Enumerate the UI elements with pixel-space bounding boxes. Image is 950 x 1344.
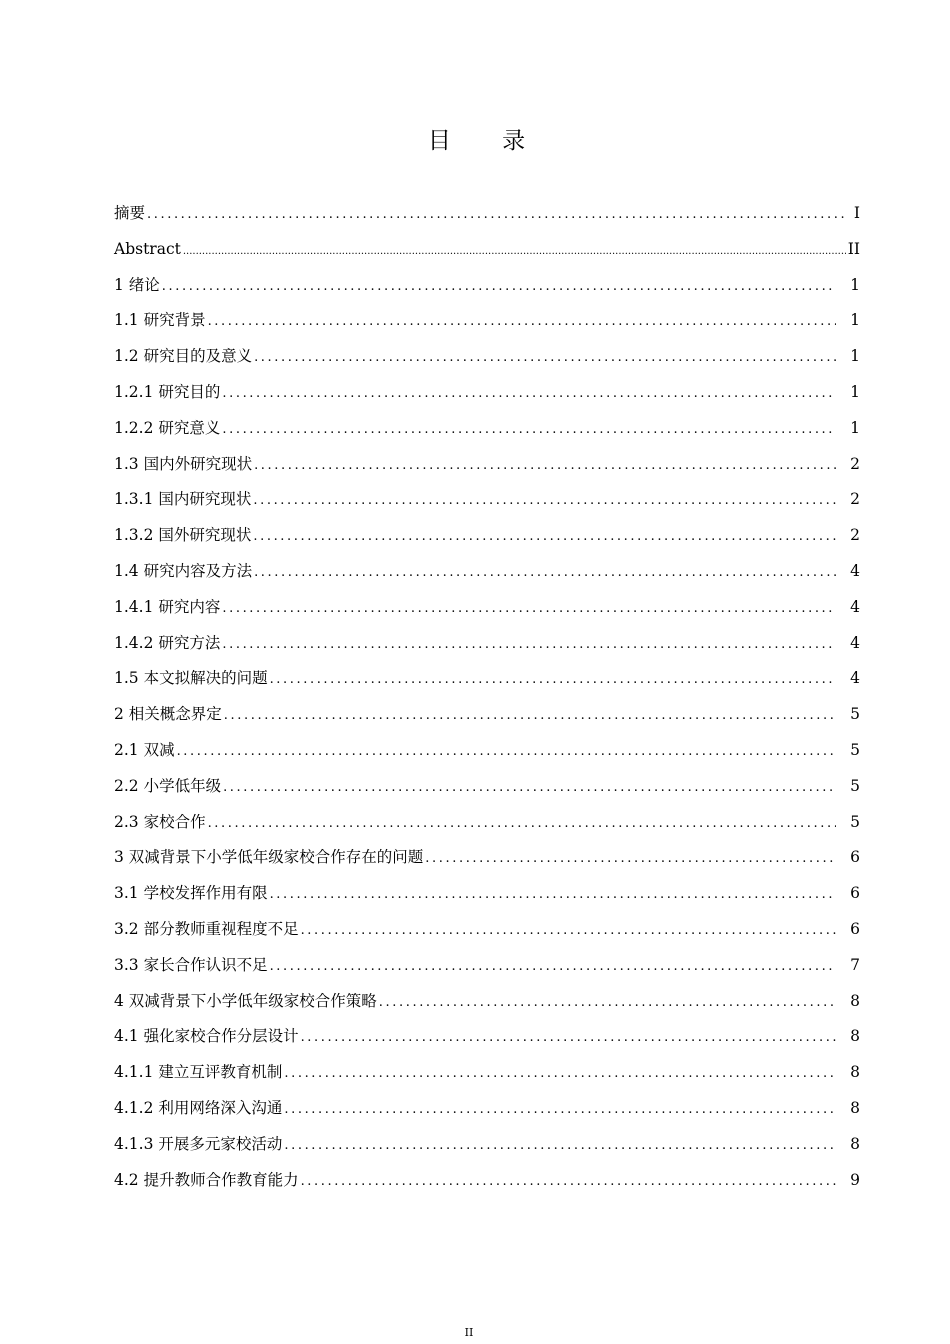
table-of-contents: [114, 196, 860, 1198]
toc-entry-page: 8: [850, 991, 860, 1010]
toc-entry-label: 4 双减背景下小学低年级家校合作策略: [114, 991, 377, 1010]
toc-entry[interactable]: [114, 1127, 860, 1163]
toc-entry-page: 9: [850, 1170, 860, 1189]
toc-leader-dots: [223, 770, 836, 806]
toc-leader-dots: [253, 519, 836, 555]
toc-entry[interactable]: [114, 375, 860, 411]
toc-entry-page: 5: [850, 740, 860, 759]
toc-entry-label: 摘要: [114, 204, 146, 222]
toc-entry-page: 1: [850, 418, 860, 437]
toc-entry-page: 2: [850, 490, 860, 509]
toc-leader-dots: [254, 448, 836, 484]
toc-entry-page: 8: [850, 1134, 860, 1153]
toc-leader-dots: [222, 591, 836, 627]
toc-entry-abstract-en[interactable]: [114, 232, 860, 268]
toc-entry-page: 4: [850, 669, 860, 688]
toc-entry[interactable]: [114, 805, 860, 841]
toc-entry[interactable]: [114, 1019, 860, 1055]
toc-entry-label: 1.1 研究背景: [114, 311, 206, 330]
toc-entry[interactable]: [114, 876, 860, 912]
toc-entry[interactable]: [114, 733, 860, 769]
toc-entry-label: 1.4.2 研究方法: [114, 633, 221, 652]
toc-entry[interactable]: [114, 626, 860, 662]
toc-leader-dots: [208, 304, 836, 340]
toc-entry[interactable]: [114, 1055, 860, 1091]
toc-leader-dots: [162, 269, 836, 305]
toc-leader-dots: [270, 662, 836, 698]
toc-entry-page: 1: [850, 382, 860, 401]
toc-leader-dots: [253, 483, 836, 519]
toc-entry-label: 1.3.1 国内研究现状: [114, 490, 252, 509]
toc-entry-label: 4.1.3 开展多元家校活动: [114, 1134, 283, 1153]
toc-leader-dots: [222, 412, 836, 448]
toc-entry[interactable]: [114, 840, 860, 876]
toc-leader-dots: [254, 340, 836, 376]
toc-leader-dots: [284, 1092, 836, 1128]
toc-leader-dots: [254, 555, 836, 591]
toc-leader-dots: [177, 734, 836, 770]
toc-entry[interactable]: [114, 303, 860, 339]
toc-entry[interactable]: [114, 912, 860, 948]
toc-entry-label: 2 相关概念界定: [114, 705, 222, 724]
toc-entry[interactable]: [114, 1091, 860, 1127]
toc-title: 目 录: [427, 128, 548, 154]
toc-entry[interactable]: [114, 590, 860, 626]
toc-entry-page: II: [847, 239, 860, 258]
toc-leader-dots: [183, 234, 846, 270]
toc-entry-page: 1: [850, 275, 860, 294]
toc-entry[interactable]: [114, 339, 860, 375]
toc-entry[interactable]: [114, 948, 860, 984]
toc-leader-dots: [284, 1056, 836, 1092]
toc-leader-dots: [425, 841, 836, 877]
toc-entry-page: 5: [850, 776, 860, 795]
toc-entry[interactable]: [114, 769, 860, 805]
toc-leader-dots: [379, 985, 836, 1021]
toc-entry-label: 1.5 本文拟解决的问题: [114, 669, 268, 688]
toc-leader-dots: [270, 877, 836, 913]
toc-entry-label: 1.2 研究目的及意义: [114, 347, 253, 366]
toc-leader-dots: [147, 197, 846, 233]
toc-entry-page: 8: [850, 1027, 860, 1046]
toc-leader-dots: [224, 698, 836, 734]
toc-entry-page: 5: [850, 705, 860, 724]
toc-entry-label: 1.4.1 研究内容: [114, 597, 221, 616]
toc-leader-dots: [301, 1020, 836, 1056]
page-number-footer: II: [464, 1326, 474, 1339]
toc-entry-page: 1: [850, 347, 860, 366]
toc-entry[interactable]: [114, 697, 860, 733]
toc-entry-label: 4.1 强化家校合作分层设计: [114, 1027, 299, 1046]
toc-entry[interactable]: [114, 447, 860, 483]
toc-entry-label: 2.3 家校合作: [114, 812, 206, 831]
toc-entry-label: 3.2 部分教师重视程度不足: [114, 919, 299, 938]
toc-entry-label: Abstract: [114, 239, 181, 258]
toc-entry-label: 1.3 国内外研究现状: [114, 454, 253, 473]
toc-leader-dots: [301, 1164, 836, 1200]
toc-entry[interactable]: [114, 482, 860, 518]
toc-entry-page: 4: [850, 561, 860, 580]
toc-entry-page: 2: [850, 526, 860, 545]
toc-entry-label: 2.2 小学低年级: [114, 776, 222, 795]
toc-entry-page: 8: [850, 1098, 860, 1117]
toc-entry[interactable]: [114, 268, 860, 304]
toc-entry-page: 6: [850, 919, 860, 938]
toc-entry-label: 2.1 双减: [114, 740, 175, 759]
toc-leader-dots: [301, 913, 836, 949]
toc-entry-abstract-cn[interactable]: [114, 196, 860, 232]
toc-entry[interactable]: [114, 554, 860, 590]
toc-entry-label: 1.4 研究内容及方法: [114, 561, 253, 580]
toc-entry[interactable]: [114, 518, 860, 554]
toc-entry-label: 3.1 学校发挥作用有限: [114, 884, 268, 903]
toc-entry-label: 1.2.2 研究意义: [114, 418, 221, 437]
toc-entry-page: 5: [850, 812, 860, 831]
toc-entry-page: 4: [850, 597, 860, 616]
toc-entry-page: 8: [850, 1063, 860, 1082]
toc-leader-dots: [208, 806, 836, 842]
toc-entry-label: 4.1.2 利用网络深入沟通: [114, 1098, 283, 1117]
toc-entry-label: 1.3.2 国外研究现状: [114, 526, 252, 545]
toc-entry-label: 4.1.1 建立互评教育机制: [114, 1063, 283, 1082]
toc-entry-page: 6: [850, 848, 860, 867]
toc-entry[interactable]: [114, 984, 860, 1020]
toc-entry-page: 2: [850, 454, 860, 473]
toc-entry-label: 3.3 家长合作认识不足: [114, 955, 268, 974]
toc-entry[interactable]: [114, 411, 860, 447]
toc-entry-label: 3 双减背景下小学低年级家校合作存在的问题: [114, 848, 424, 867]
toc-leader-dots: [222, 627, 836, 663]
toc-entry[interactable]: [114, 661, 860, 697]
toc-entry-page: I: [853, 204, 860, 222]
toc-entry-page: 7: [850, 955, 860, 974]
toc-leader-dots: [284, 1128, 836, 1164]
toc-entry[interactable]: [114, 1163, 860, 1199]
toc-entry-page: 6: [850, 884, 860, 903]
toc-leader-dots: [222, 376, 836, 412]
toc-entry-label: 1 绪论: [114, 275, 160, 294]
toc-entry-page: 1: [850, 311, 860, 330]
toc-leader-dots: [270, 949, 836, 985]
toc-entry-label: 1.2.1 研究目的: [114, 382, 221, 401]
toc-entry-label: 4.2 提升教师合作教育能力: [114, 1170, 299, 1189]
toc-entry-page: 4: [850, 633, 860, 652]
